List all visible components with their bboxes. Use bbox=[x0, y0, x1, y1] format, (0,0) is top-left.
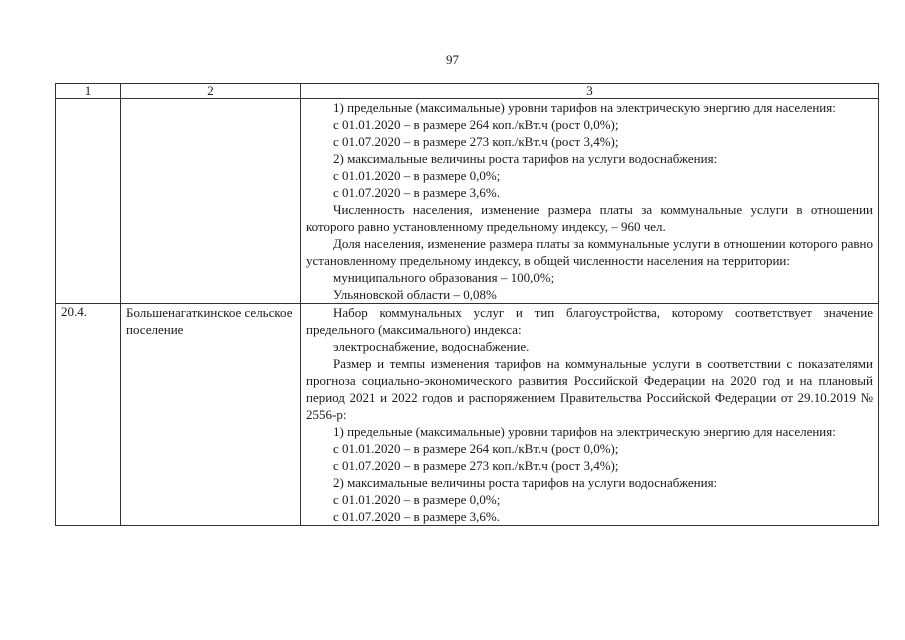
description-paragraph: Доля населения, изменение размера платы за коммунальные услуги в отношении которого равно установленному предельному индексу, в общей численности населения на территории: bbox=[306, 236, 873, 268]
description-paragraph: с 01.07.2020 – в размере 3,6%. bbox=[333, 185, 500, 200]
description-paragraph: с 01.01.2020 – в размере 0,0%; bbox=[333, 168, 501, 183]
column-header-3: 3 bbox=[301, 84, 879, 99]
description-paragraph: 1) предельные (максимальные) уровни тарифов на электрическую энергию для населения: bbox=[333, 424, 836, 439]
table-body bbox=[56, 99, 879, 526]
description-paragraph: с 01.07.2020 – в размере 273 коп./кВт.ч (рост 3,4%); bbox=[333, 458, 619, 473]
description-paragraph: 2) максимальные величины роста тарифов на услуги водоснабжения: bbox=[333, 151, 718, 166]
description-paragraph: электроснабжение, водоснабжение. bbox=[333, 339, 530, 354]
description-paragraph: Ульяновской области – 0,08% bbox=[333, 287, 497, 302]
row-number-cell: 20.4. bbox=[56, 304, 121, 526]
description-paragraph: Размер и темпы изменения тарифов на коммунальные услуги в соответствии с показателями прогноза социально-экономического развития Российской Федерации на 2020 год и на плановый период 2021 и 2022 годов и распоряжением Правительства Российской Федерации от 29.10.2019 № 2556-р: bbox=[306, 356, 873, 422]
settlement-name-cell: Большенагаткинское сельское поселение bbox=[121, 304, 301, 526]
table-row bbox=[56, 99, 879, 304]
description-paragraph: с 01.01.2020 – в размере 264 коп./кВт.ч (рост 0,0%); bbox=[333, 117, 619, 132]
description-paragraph: Набор коммунальных услуг и тип благоустройства, которому соответствует значение предельного (максимального) индекса: bbox=[306, 305, 873, 337]
row-number-cell bbox=[56, 99, 121, 304]
description-paragraph: с 01.01.2020 – в размере 264 коп./кВт.ч (рост 0,0%); bbox=[333, 441, 619, 456]
column-header-1: 1 bbox=[56, 84, 121, 99]
header-row bbox=[56, 84, 879, 99]
description-paragraph: Численность населения, изменение размера платы за коммунальные услуги в отношении которого равно установленному предельному индексу, – 960 чел. bbox=[306, 202, 873, 234]
description-paragraph: с 01.01.2020 – в размере 0,0%; bbox=[333, 492, 501, 507]
table-row bbox=[56, 304, 879, 526]
description-paragraph: с 01.07.2020 – в размере 3,6%. bbox=[333, 509, 500, 524]
description-paragraph: с 01.07.2020 – в размере 273 коп./кВт.ч (рост 3,4%); bbox=[333, 134, 619, 149]
description-paragraph: 1) предельные (максимальные) уровни тарифов на электрическую энергию для населения: bbox=[333, 100, 836, 115]
settlement-name-cell bbox=[121, 99, 301, 304]
document-table bbox=[55, 83, 879, 526]
description-paragraph: 2) максимальные величины роста тарифов на услуги водоснабжения: bbox=[333, 475, 718, 490]
description-paragraph: муниципального образования – 100,0%; bbox=[333, 270, 555, 285]
description-cell bbox=[301, 304, 879, 526]
column-header-2: 2 bbox=[121, 84, 301, 99]
page-number: 97 bbox=[446, 52, 459, 67]
description-cell bbox=[301, 99, 879, 304]
